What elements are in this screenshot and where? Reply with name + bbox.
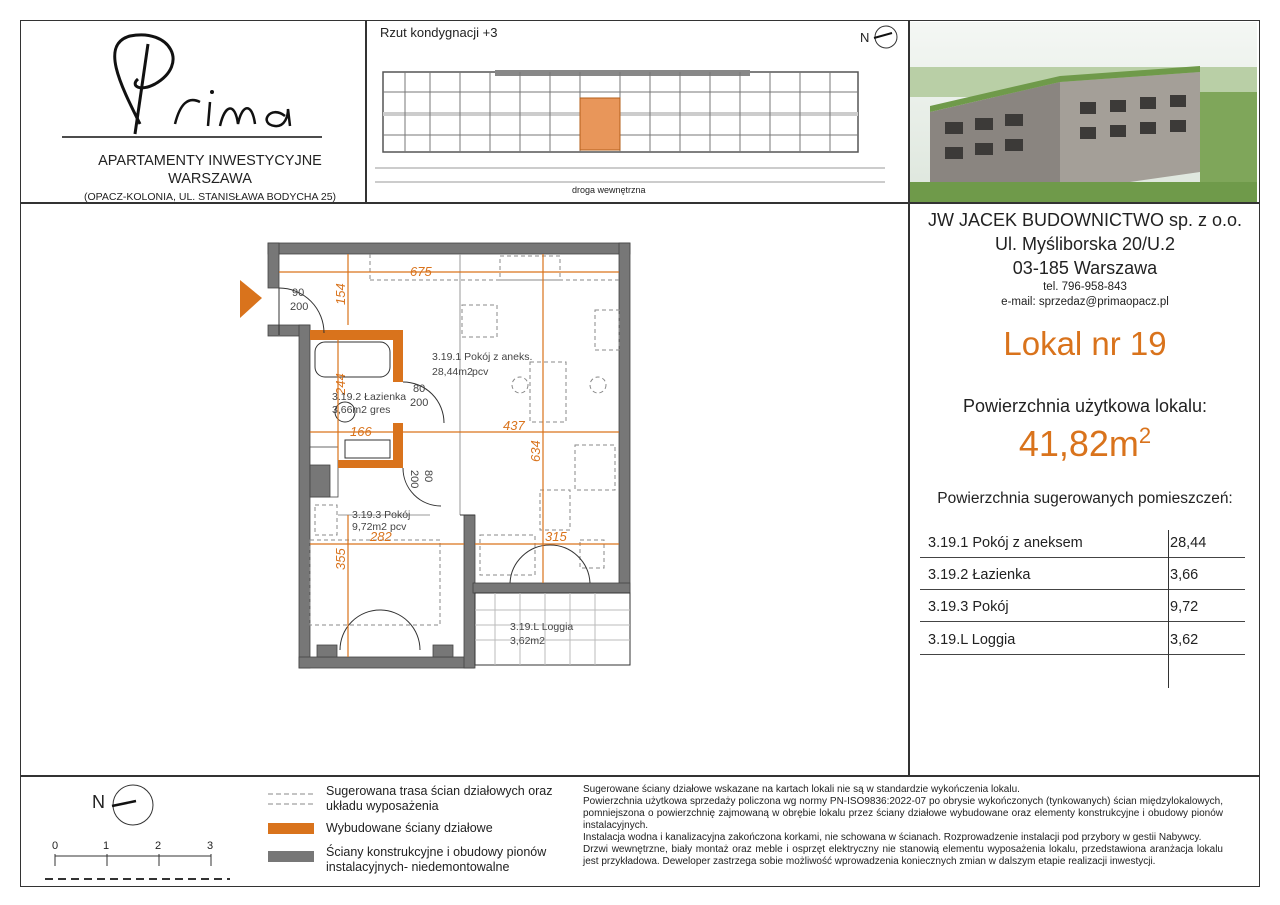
room1-name: 3.19.1 Pokój z aneks. (432, 351, 533, 363)
legend-north-label: N (92, 792, 105, 812)
area-label: Powierzchnia użytkowa lokalu: (962, 396, 1208, 416)
room-value: 3,66 (1170, 567, 1199, 583)
dim-282: 282 (370, 529, 392, 544)
dim-166: 166 (350, 424, 372, 439)
note-3: Instalacja wodna i kanalizacyjna zakończona korkami, nie schowana w ścianach. Rozprowadzenie instalacji pod przybory w gestii Nabywcy. (583, 832, 1202, 843)
room-door-width: 80 (422, 470, 434, 483)
scale-label-1: 1 (103, 840, 110, 852)
developer-phone: tel. 796-958-843 (1043, 281, 1127, 293)
room3-area: 9,72m2 (352, 521, 388, 533)
logo-block (60, 24, 360, 202)
room-row (920, 630, 1245, 655)
unit-title: Lokal nr 19 (1003, 325, 1167, 362)
room-row (920, 565, 1245, 590)
room1-floor: pcv (472, 366, 489, 378)
rooms-label: Powierzchnia sugerowanych pomieszczeń: (937, 490, 1233, 507)
loggia-name: 3.19.L Loggia (510, 621, 574, 633)
room-name: 3.19.2 Łazienka (928, 567, 1031, 583)
room-row (920, 597, 1245, 622)
dim-675: 675 (410, 264, 432, 279)
footer-divider (20, 775, 1260, 777)
room-name: 3.19.L Loggia (928, 632, 1016, 648)
legend-north-icon (108, 782, 158, 830)
company-line1: APARTAMENTY INWESTYCYJNE (98, 153, 322, 169)
area-sup: 2 (1138, 423, 1152, 448)
dim-244: 244 (333, 373, 348, 395)
floor-plan-title: Rzut kondygnacji +3 (380, 25, 498, 40)
legend-structural-wall-swatch (268, 851, 314, 862)
scale-bar (45, 836, 230, 886)
apartment-plan (230, 235, 650, 675)
legend-built-wall-swatch (268, 823, 314, 834)
area-value: 41,82m (1018, 423, 1139, 464)
note-4: Drzwi wewnętrzne, biały montaż oraz meble i osprzęt elektryczny nie stanowią elementu wyposażenia lokalu, przedstawiona aranżacja lokalu jest przykładowa. Deweloper zastrzega sobie możliwość wprowadzenia koniecznych zmian w dalszym etapie realizacji inwestycji. (583, 844, 1223, 867)
scale-label-2: 2 (155, 840, 162, 852)
road-label: droga wewnętrzna (572, 185, 646, 195)
note-2: Powierzchnia użytkowa sprzedaży policzona wg normy PN-ISO9836:2022-07 po obrysie wykończonych (tynkowanych) ścian międzylokalowych, pomniejszona o powierzchnię zajmowaną w obrębie lokalu przez ściany działowe wybudowane oraz elementy konstrukcyjne i obudowy pionów instalacyjnych. (583, 796, 1223, 831)
room-door-height: 200 (408, 470, 420, 489)
room2-area: 3,66m2 (332, 404, 368, 416)
room-name: 3.19.3 Pokój (928, 599, 1009, 615)
room-value: 9,72 (1170, 599, 1199, 615)
room1-area: 28,44m2 (432, 366, 473, 378)
room-name: 3.19.1 Pokój z aneksem (928, 535, 1083, 551)
room-value: 28,44 (1170, 535, 1207, 551)
room3-floor: pcv (390, 521, 407, 533)
room2-floor: gres (370, 404, 391, 416)
dim-315: 315 (545, 529, 567, 544)
developer-email: e-mail: sprzedaz@primaopacz.pl (1001, 296, 1169, 308)
room-row (920, 533, 1245, 558)
loggia-area: 3,62m2 (510, 635, 546, 647)
floor-plan-north-label: N (860, 30, 870, 45)
rooms-column-divider (1168, 530, 1169, 688)
dim-154: 154 (333, 283, 348, 305)
bath-door-width: 80 (413, 383, 426, 395)
note-1: Sugerowane ściany działowe wskazane na kartach lokali nie są w standardzie wykończenia lokalu. (583, 784, 1020, 795)
dim-634: 634 (528, 440, 543, 462)
scale-label-0: 0 (52, 840, 59, 852)
dim-355: 355 (333, 548, 348, 570)
developer-name: JW JACEK BUDOWNICTWO sp. z o.o. (927, 210, 1243, 230)
bath-door-height: 200 (410, 397, 429, 409)
scale-label-3: 3 (207, 840, 214, 852)
floor-plan-north-icon (872, 24, 902, 50)
developer-street: Ul. Myśliborska 20/U.2 (994, 234, 1176, 254)
logo-divider (365, 20, 367, 203)
company-line3: (OPACZ-KOLONIA, UL. STANISŁAWA BODYCHA 25) (83, 191, 337, 203)
legend-item2: Wybudowane ściany działowe (326, 821, 493, 835)
entrance-arrow-icon (240, 280, 262, 318)
legend-item3: Ściany konstrukcyjne i obudowy pionów instalacyjnych- niedemontowalne (326, 845, 547, 874)
room-value: 3,62 (1170, 632, 1199, 648)
room2-name: 3.19.2 Łazienka (332, 391, 407, 403)
legend-item1: Sugerowana trasa ścian działowych oraz układu wyposażenia (326, 784, 553, 813)
building-floor-plan (375, 60, 885, 185)
company-line2: WARSZAWA (168, 171, 252, 187)
prima-logo (60, 24, 360, 149)
entry-door-height: 200 (290, 301, 309, 313)
developer-city: 03-185 Warszawa (1012, 258, 1158, 278)
room3-name: 3.19.3 Pokój (352, 509, 411, 521)
notes (583, 784, 1223, 868)
building-rendering (910, 22, 1257, 202)
dim-437: 437 (503, 418, 525, 433)
legend-dashed-icon (268, 790, 318, 808)
entry-door-width: 90 (292, 287, 305, 299)
